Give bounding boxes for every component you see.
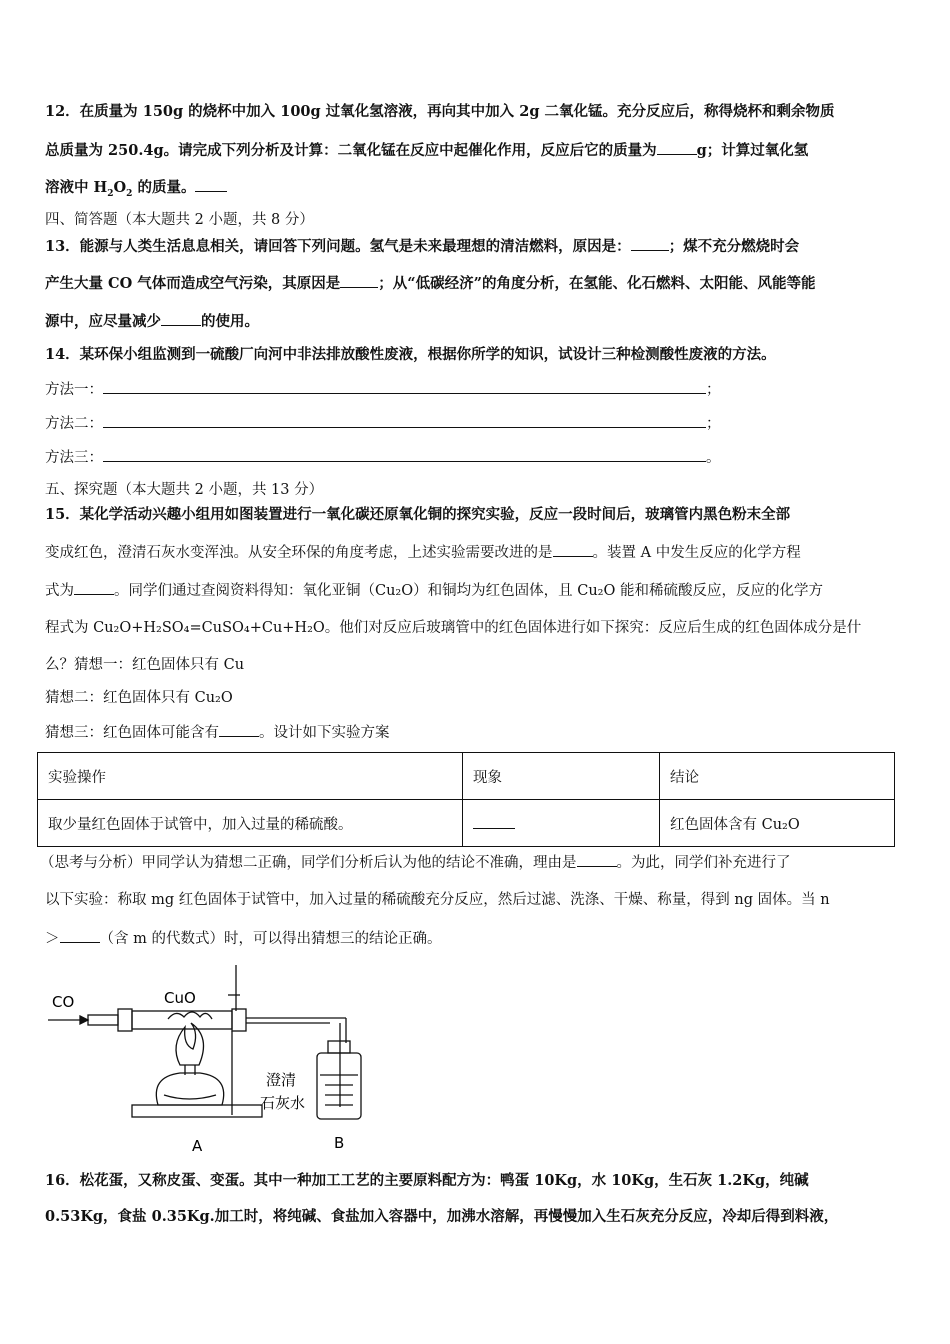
q15-line-7-tail: 。设计如下实验方案 bbox=[259, 725, 390, 741]
answer-blank[interactable] bbox=[631, 236, 669, 251]
q13-line-2-tail: ；从“低碳经济”的角度分析，在氢能、化石燃料、太阳能、风能等能 bbox=[378, 275, 816, 292]
q15-line-8-tail: 。为此，同学们补充进行了 bbox=[616, 855, 791, 871]
q15-line-7-text: 猜想三：红色固体可能含有 bbox=[45, 725, 219, 741]
label-a: A bbox=[192, 1137, 203, 1155]
apparatus-diagram bbox=[40, 955, 420, 1160]
table-row bbox=[38, 800, 895, 847]
q12-line-2 bbox=[45, 140, 808, 161]
q15-line-10-text: ＞ bbox=[45, 931, 60, 947]
q15-line-3-text: 式为 bbox=[45, 583, 74, 599]
subscript: 2 bbox=[107, 188, 114, 199]
q12-line-3-text-2: O bbox=[113, 179, 127, 196]
q13-line-2-text: 产生大量 CO 气体而造成空气污染，其原因是 bbox=[45, 275, 341, 292]
q15-line-2 bbox=[45, 542, 801, 563]
q15-line-1: 15．某化学活动兴趣小组用如图装置进行一氧化碳还原氧化铜的探究实验，反应一段时间后，玻璃管内黑色粉末全部 bbox=[45, 506, 791, 523]
table-header: 实验操作 bbox=[38, 753, 463, 800]
answer-blank[interactable] bbox=[340, 273, 378, 288]
q15-line-2-tail: 。装置 A 中发生反应的化学方程 bbox=[592, 545, 801, 561]
table-header: 结论 bbox=[660, 753, 895, 800]
subscript: 2 bbox=[126, 188, 133, 199]
lamp-liquid bbox=[164, 1095, 216, 1099]
q12-line-3-text: 溶液中 H bbox=[45, 179, 108, 196]
q14-line-1: 14．某环保小组监测到一硫酸厂向河中非法排放酸性废液，根据你所学的知识，试设计三种检测酸性废液的方法。 bbox=[45, 346, 776, 363]
right-stopper bbox=[232, 1009, 246, 1031]
q15-line-4: 程式为 Cu₂O+H₂SO₄=CuSO₄+Cu+H₂O。他们对反应后玻璃管中的红色固体进行如下探究：反应后生成的红色固体成分是什 bbox=[45, 620, 862, 636]
q15-line-2-text: 变成红色，澄清石灰水变浑浊。从安全环保的角度考虑，上述实验需要改进的是 bbox=[45, 545, 553, 561]
q12-line-2-text: 总质量为 250.4g。请完成下列分析及计算：二氧化锰在反应中起催化作用，反应后它的质量为 bbox=[45, 142, 657, 159]
q15-line-9: 以下实验：称取 mg 红色固体于试管中，加入过量的稀硫酸充分反应，然后过滤、洗涤、干燥、称量，得到 ng 固体。当 n bbox=[45, 892, 830, 908]
alcohol-lamp bbox=[156, 1073, 223, 1105]
answer-blank[interactable] bbox=[161, 311, 201, 326]
punctuation: ； bbox=[706, 382, 721, 398]
method-label: 方法二： bbox=[45, 416, 103, 432]
q15-line-8-text: （思考与分析）甲同学认为猜想二正确，同学们分析后认为他的结论不准确，理由是 bbox=[40, 855, 577, 871]
q13-line-3 bbox=[45, 311, 259, 332]
answer-blank[interactable] bbox=[60, 928, 100, 943]
table-header-row bbox=[38, 753, 895, 800]
q13-line-1-text: 13．能源与人类生活息息相关，请回答下列问题。氢气是未来最理想的清洁燃料，原因是： bbox=[45, 238, 631, 255]
q15-line-10-tail: （含 m 的代数式）时，可以得出猜想三的结论正确。 bbox=[99, 931, 442, 947]
q14-method-2 bbox=[45, 413, 721, 434]
q16-line-1: 16．松花蛋，又称皮蛋、变蛋。其中一种加工工艺的主要原料配方为：鸭蛋 10Kg，水 10Kg，生石灰 1.2Kg，纯碱 bbox=[45, 1172, 809, 1189]
q15-line-5: 么？猜想一：红色固体只有 Cu bbox=[45, 657, 245, 673]
q12-line-3 bbox=[45, 177, 227, 204]
q13-line-1-tail: ；煤不充分燃烧时会 bbox=[668, 238, 800, 255]
table-cell bbox=[463, 800, 660, 847]
section-5-heading: 五、探究题（本大题共 2 小题，共 13 分） bbox=[45, 482, 324, 498]
q13-line-2 bbox=[45, 273, 815, 294]
punctuation: 。 bbox=[706, 450, 721, 466]
q16-line-2: 0.53Kg，食盐 0.35Kg.加工时，将纯碱、食盐加入容器中，加沸水溶解，再慢慢加入生石灰充分反应，冷却后得到料液， bbox=[45, 1208, 839, 1225]
method-label: 方法一： bbox=[45, 382, 103, 398]
glass-tube bbox=[132, 1011, 232, 1029]
answer-blank[interactable] bbox=[553, 542, 593, 557]
table-cell: 取少量红色固体于试管中，加入过量的稀硫酸。 bbox=[38, 800, 463, 847]
punctuation: ； bbox=[706, 416, 721, 432]
stand-base bbox=[132, 1105, 262, 1117]
q15-line-10 bbox=[45, 928, 441, 949]
q15-line-8 bbox=[40, 852, 791, 873]
bottle-b bbox=[317, 1053, 361, 1119]
bottle-stopper bbox=[328, 1041, 350, 1053]
method-label: 方法三： bbox=[45, 450, 103, 466]
q12-line-2-tail: g；计算过氧化氢 bbox=[696, 142, 809, 159]
q12-line-1: 12．在质量为 150g 的烧杯中加入 100g 过氧化氢溶液，再向其中加入 2g 二氧化锰。充分反应后，称得烧杯和剩余物质 bbox=[45, 103, 835, 120]
co-label: CO bbox=[52, 993, 75, 1011]
section-4-heading: 四、简答题（本大题共 2 小题，共 8 分） bbox=[45, 212, 314, 228]
inlet-tube bbox=[88, 1015, 118, 1025]
q14-method-3 bbox=[45, 447, 721, 468]
experiment-table bbox=[37, 752, 895, 847]
answer-blank[interactable] bbox=[103, 447, 706, 462]
answer-blank[interactable] bbox=[473, 814, 515, 829]
answer-blank[interactable] bbox=[657, 140, 697, 155]
q15-line-7 bbox=[45, 722, 390, 743]
q15-line-3-tail: 。同学们通过查阅资料得知：氧化亚铜（Cu₂O）和铜均为红色固体，且 Cu₂O 能和稀硫酸反应，反应的化学方 bbox=[114, 583, 823, 599]
answer-blank[interactable] bbox=[103, 413, 706, 428]
table-header: 现象 bbox=[463, 753, 660, 800]
q13-line-3-tail: 的使用。 bbox=[201, 313, 259, 330]
answer-blank[interactable] bbox=[577, 852, 617, 867]
cuo-powder bbox=[168, 1012, 212, 1019]
limewater-label-1: 澄清 bbox=[266, 1071, 297, 1089]
answer-blank[interactable] bbox=[74, 580, 114, 595]
q13-line-3-text: 源中，应尽量减少 bbox=[45, 313, 161, 330]
answer-blank[interactable] bbox=[195, 177, 227, 192]
q15-line-3 bbox=[45, 580, 823, 601]
answer-blank[interactable] bbox=[103, 379, 706, 394]
cuo-label: CuO bbox=[164, 989, 196, 1007]
answer-blank[interactable] bbox=[219, 722, 259, 737]
q13-line-1 bbox=[45, 236, 799, 257]
label-b: B bbox=[334, 1134, 345, 1152]
q14-method-1 bbox=[45, 379, 721, 400]
limewater-label-2: 石灰水 bbox=[260, 1094, 306, 1112]
table-cell: 红色固体含有 Cu₂O bbox=[660, 800, 895, 847]
co-arrow-head bbox=[80, 1016, 88, 1024]
q12-line-3-text-3: 的质量。 bbox=[132, 179, 196, 196]
left-stopper bbox=[118, 1009, 132, 1031]
q15-line-6: 猜想二：红色固体只有 Cu₂O bbox=[45, 690, 233, 706]
